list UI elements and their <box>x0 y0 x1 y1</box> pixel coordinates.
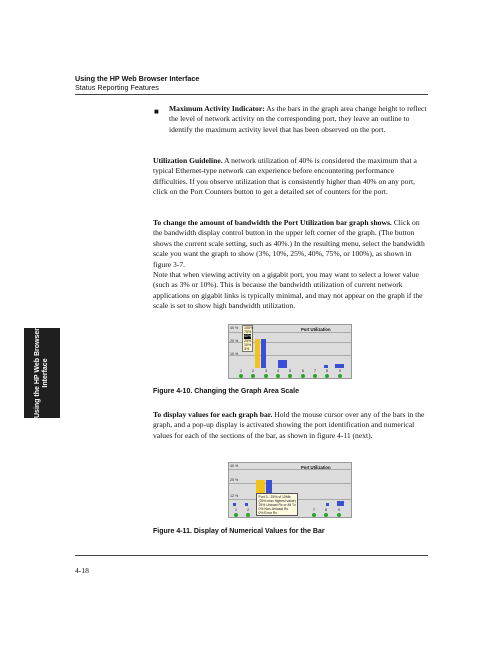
header-rule <box>75 94 428 95</box>
popup-line: 25% Unicast Rx or All Tx <box>258 502 296 507</box>
bullet-paragraph <box>169 104 431 135</box>
side-tab-line1: Using the HP Web Browser <box>33 328 41 418</box>
gridline <box>229 355 351 356</box>
scale-option[interactable]: 75% <box>244 330 252 335</box>
port-number: 2 <box>252 369 254 373</box>
non-unicast-bar[interactable] <box>261 339 266 368</box>
port-status-icon[interactable] <box>338 374 342 378</box>
non-unicast-bar[interactable] <box>245 503 248 506</box>
scale-tick-label[interactable]: 40 % <box>230 464 239 468</box>
scale-option[interactable]: 25% <box>244 338 252 343</box>
gridline <box>229 483 351 484</box>
side-tab-line2: Interface <box>42 358 49 388</box>
display-values-term: To display values for each graph bar. <box>153 410 273 419</box>
port-status-icon[interactable] <box>312 513 316 517</box>
port-number: 9 <box>338 508 340 512</box>
port-number: 3 <box>265 369 267 373</box>
change-scale-text: Click on the bandwidth display control button in the upper left corner of the graph. (The button shows the current scale setting, such as 40%.) In the resulting menu, select the bandwidth scale you want the graph to show (3%, 10%, 25%, 40%, 75%, or 100%), as shown in figure 3-7. <box>153 218 425 269</box>
scale-option[interactable]: 10% <box>244 342 252 347</box>
popup-line: (25% max highest value) <box>258 498 296 503</box>
scale-tick-label: 40 % <box>230 326 239 330</box>
scale-tick-label: 12 % <box>230 494 239 498</box>
port-number: 1 <box>235 508 237 512</box>
change-scale-term: To change the amount of bandwidth the Port Utilization bar graph shows. <box>153 218 392 227</box>
non-unicast-bar[interactable] <box>324 365 328 368</box>
port-status-icon[interactable] <box>288 374 292 378</box>
scale-tick-label: 20 % <box>230 339 239 343</box>
port-status-icon[interactable] <box>301 374 305 378</box>
gridline <box>229 469 351 470</box>
scale-option[interactable]: 3% <box>244 347 250 352</box>
header-chapter-title: Using the HP Web Browser Interface <box>75 74 200 83</box>
port-status-icon[interactable] <box>337 513 341 517</box>
gigabit-note-paragraph: Note that when viewing activity on a gigabit port, you may want to select a lower value (such as 3% or 10%). This is because the bandwidth utilization of current network applications on gigabit links is typically minimal, and may not appear on the graph if the scale is set to show high bandwidth utilization. <box>153 270 423 311</box>
port-status-icon[interactable] <box>264 374 268 378</box>
graph-title: Port Utilization <box>301 327 331 332</box>
scale-option[interactable]: 100% <box>244 326 254 330</box>
port-status-icon[interactable] <box>239 374 243 378</box>
popup-line: Port 3 - 25% of 10Mb <box>258 494 291 499</box>
port-number: 8 <box>325 508 327 512</box>
port-number: 5 <box>289 369 291 373</box>
port-status-icon[interactable] <box>234 513 238 517</box>
port-status-icon[interactable] <box>325 374 329 378</box>
guideline-paragraph <box>153 156 430 198</box>
port-status-icon[interactable] <box>313 374 317 378</box>
non-unicast-bar[interactable] <box>233 503 236 506</box>
non-unicast-bar[interactable] <box>326 503 329 506</box>
figure-caption: Figure 4-11. Display of Numerical Values for the Bar <box>153 528 325 535</box>
port-number: 7 <box>313 508 315 512</box>
popup-line: 0% Non-Unicast Rx <box>258 506 289 511</box>
display-values-text: Hold the mouse cursor over any of the bars in the graph, and a pop-up display is activated showing the port identification and numerical values for each of the sections of the bar, as shown in figure 4-11 (next). <box>153 410 425 440</box>
bullet-term: Maximum Activity Indicator: <box>169 104 265 113</box>
bullet-marker: ■ <box>154 107 159 116</box>
port-number: 4 <box>277 369 279 373</box>
port-status-icon[interactable] <box>276 374 280 378</box>
port-number: 7 <box>314 369 316 373</box>
change-scale-paragraph <box>153 218 430 270</box>
guideline-term: Utilization Guideline. <box>153 156 223 165</box>
non-unicast-bar[interactable] <box>337 501 344 506</box>
bullet-text: As the bars in the graph area change height to reflect the level of network activity on the corresponding port, they leave an outline to identify the maximum activity level that has been observed on the port. <box>169 104 427 134</box>
unicast-bar[interactable] <box>255 339 260 368</box>
scale-tick-label: 10 % <box>230 352 239 356</box>
popup-line: 0% Error Rx <box>258 510 277 515</box>
guideline-text: A network utilization of 40% is considered the maximum that a typical Ethernet-type network can experience before encountering performance difficulties. If you observe utilization that is consistently higher than 40% on any port, click on the Port Counters button to get a detailed set of counters for the port. <box>153 156 417 197</box>
port-number: 2 <box>247 508 249 512</box>
footer-rule <box>75 555 428 556</box>
chapter-side-tab-label <box>34 323 50 423</box>
display-values-paragraph <box>153 410 430 441</box>
port-status-icon[interactable] <box>246 513 250 517</box>
port-number: 1 <box>240 369 242 373</box>
port-status-icon[interactable] <box>324 513 328 517</box>
port-number: 6 <box>302 369 304 373</box>
port-status-icon[interactable] <box>251 374 255 378</box>
port-utilization-graph-values <box>228 462 352 518</box>
non-unicast-bar[interactable] <box>335 364 344 368</box>
page-number: 4-18 <box>75 566 89 575</box>
scale-tick-label: 25 % <box>230 478 239 482</box>
non-unicast-bar[interactable] <box>278 360 287 368</box>
bar-values-popup <box>256 493 298 516</box>
running-header <box>75 75 199 92</box>
port-utilization-graph-scale <box>228 324 352 379</box>
port-number: 9 <box>339 369 341 373</box>
scale-option-selected[interactable]: 40% <box>244 334 252 339</box>
header-section-title: Status Reporting Features <box>75 82 159 92</box>
figure-caption: Figure 4-10. Changing the Graph Area Scale <box>153 388 299 395</box>
port-number: 8 <box>326 369 328 373</box>
bandwidth-scale-menu[interactable] <box>242 325 253 352</box>
graph-title: Port Utilization <box>301 465 331 470</box>
